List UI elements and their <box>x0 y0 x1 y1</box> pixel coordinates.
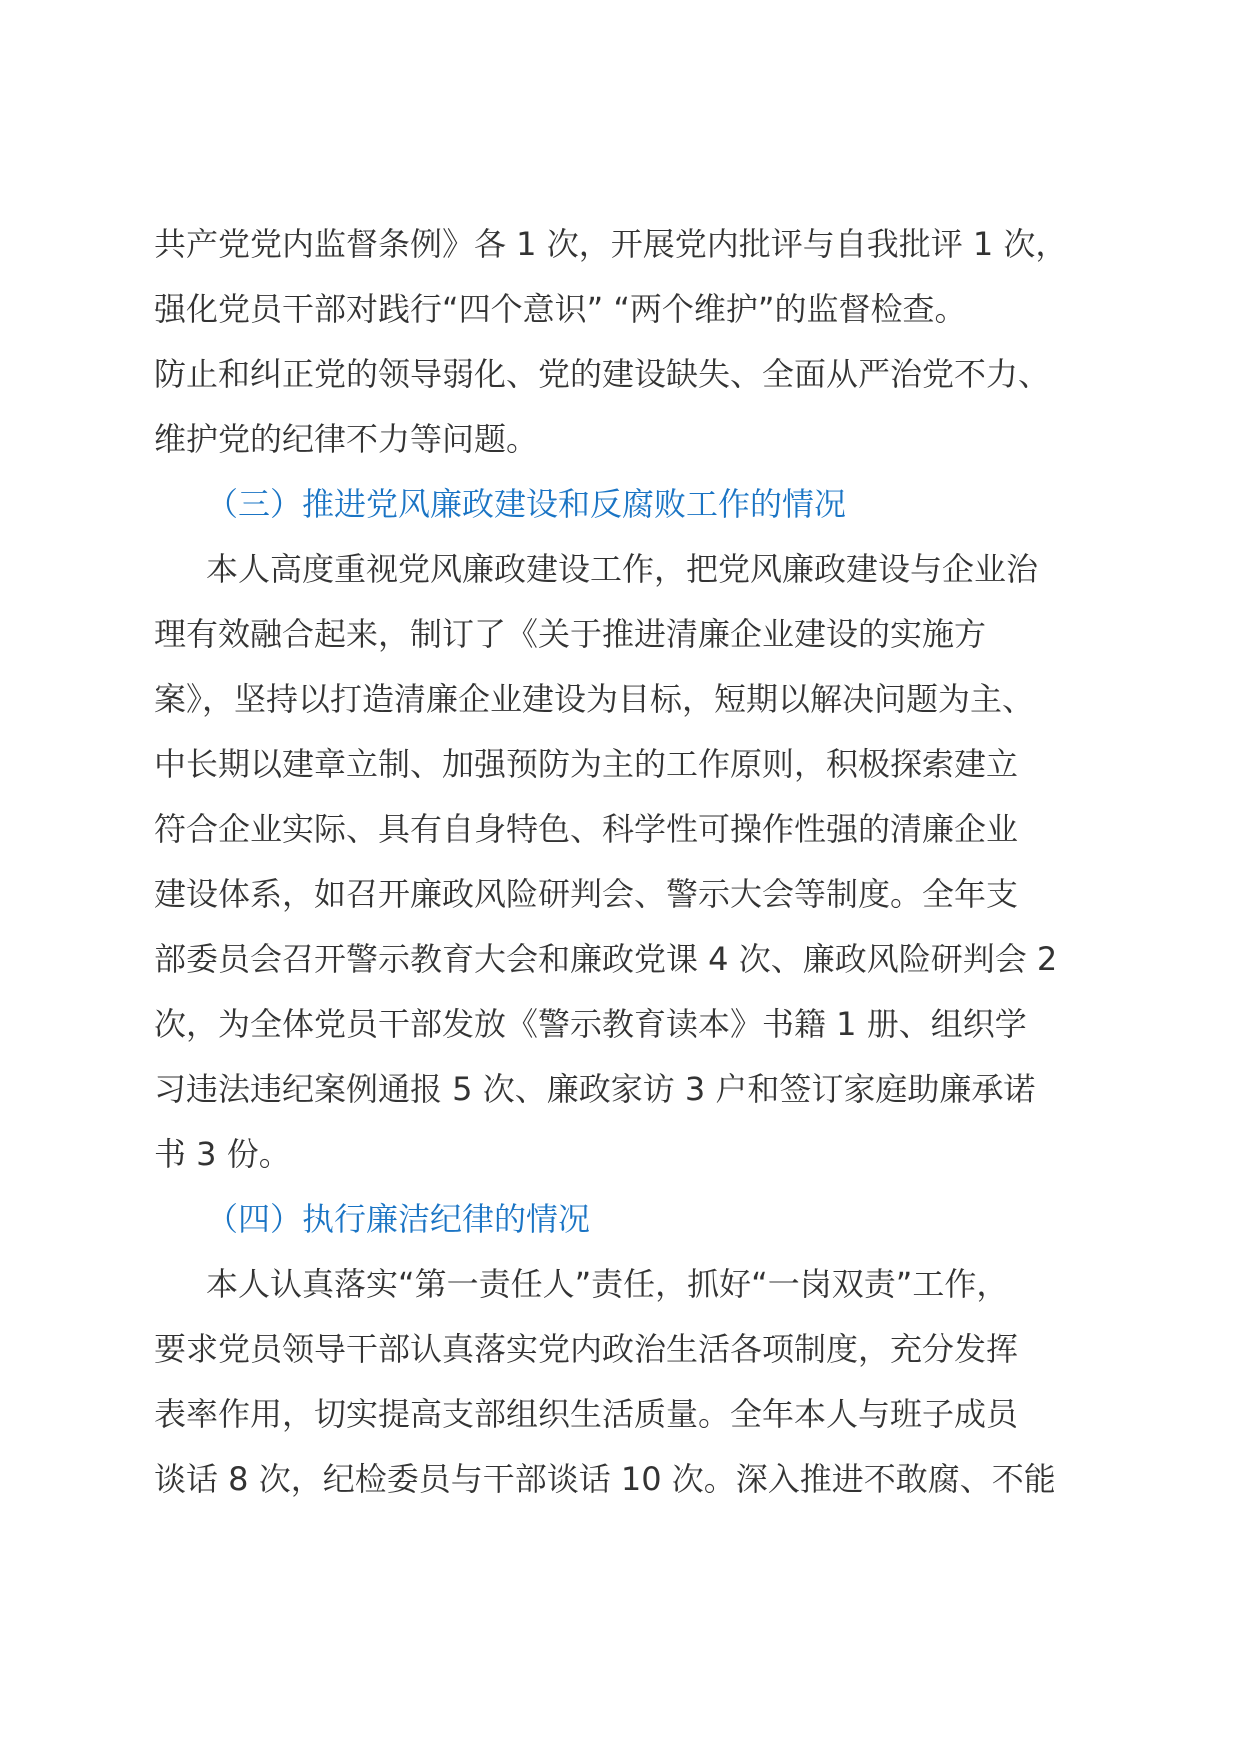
text-line: 案》，坚持以打造清廉企业建设为目标，短期以解决问题为主、 <box>154 680 1035 718</box>
text-line: 本人认真落实“第一责任人”责任，抓好“一岗双责”工作， <box>206 1265 1009 1303</box>
text-line: 要求党员领导干部认真落实党内政治生活各项制度，充分发挥 <box>154 1330 1019 1368</box>
paragraph-continuation <box>154 212 1094 472</box>
paragraph-section-4 <box>154 1252 1094 1512</box>
text-line: 部委员会召开警示教育大会和廉政党课 4 次、廉政风险研判会 2 <box>154 940 1058 978</box>
section-heading-4: （四）执行廉洁纪律的情况 <box>206 1200 591 1238</box>
text-line: 建设体系，如召开廉政风险研判会、警示大会等制度。全年支 <box>154 875 1019 913</box>
text-line: 强化党员干部对践行“四个意识” “两个维护”的监督检查。 <box>154 290 967 328</box>
text-line: 本人高度重视党风廉政建设工作，把党风廉政建设与企业治 <box>206 550 1039 588</box>
text-line: 书 3 份。 <box>154 1135 291 1173</box>
text-line: 符合企业实际、具有自身特色、科学性可操作性强的清廉企业 <box>154 810 1019 848</box>
text-line: 防止和纠正党的领导弱化、党的建设缺失、全面从严治党不力、 <box>154 355 1051 393</box>
text-line: 次，为全体党员干部发放《警示教育读本》书籍 1 册、组织学 <box>154 1005 1027 1043</box>
document-body <box>154 212 1094 1512</box>
section-heading-3: （三）推进党风廉政建设和反腐败工作的情况 <box>206 485 847 523</box>
text-line: 习违法违纪案例通报 5 次、廉政家访 3 户和签订家庭助廉承诺 <box>154 1070 1036 1108</box>
text-line: 谈话 8 次，纪检委员与干部谈话 10 次。深入推进不敢腐、不能 <box>154 1460 1056 1498</box>
text-line: 中长期以建章立制、加强预防为主的工作原则，积极探索建立 <box>154 745 1019 783</box>
text-line: 表率作用，切实提高支部组织生活质量。全年本人与班子成员 <box>154 1395 1019 1433</box>
text-line: 理有效融合起来，制订了《关于推进清廉企业建设的实施方 <box>154 615 987 653</box>
text-line: 维护党的纪律不力等问题。 <box>154 420 539 458</box>
paragraph-section-3 <box>154 537 1094 1187</box>
text-line: 共产党党内监督条例》各 1 次，开展党内批评与自我批评 1 次， <box>154 225 1068 263</box>
